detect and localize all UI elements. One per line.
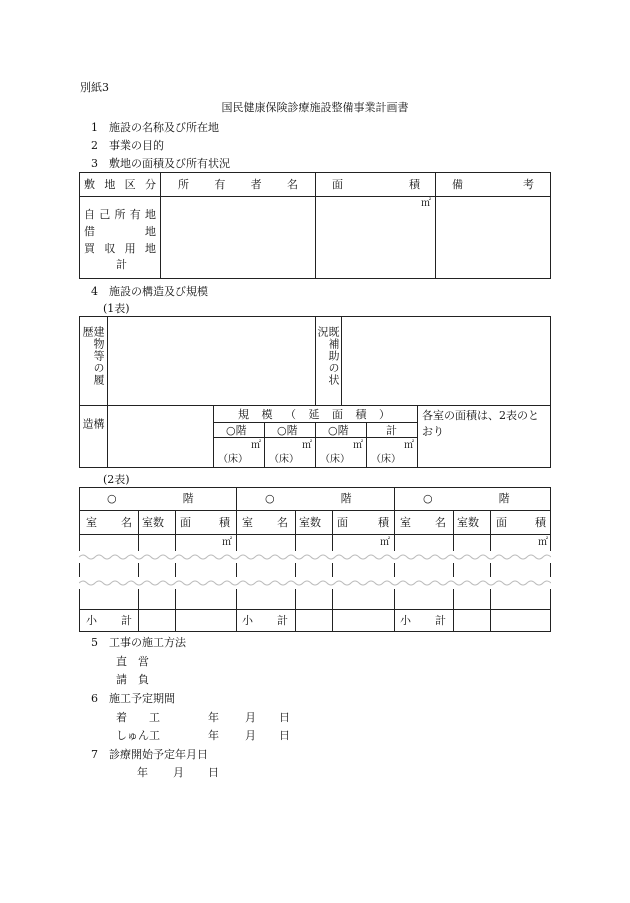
room-area-note: 各室の面積は、2表のとおり <box>422 409 539 438</box>
col-room-count: 室数 <box>142 516 164 529</box>
floor-note: （床） <box>371 454 401 465</box>
document-title: 国民健康保険診療施設整備事業計画書 <box>221 101 409 114</box>
service-start-month: 月 <box>173 766 184 779</box>
structure-label: 構造 <box>81 418 105 443</box>
form-id: 別紙3 <box>80 81 109 94</box>
floor-note: （床） <box>269 454 299 465</box>
col-room-count: 室数 <box>457 516 479 529</box>
service-start-year: 年 <box>137 766 148 779</box>
area-unit: ㎡ <box>222 537 232 548</box>
area-unit: ㎡ <box>404 440 414 451</box>
col-room-name: 室 名 <box>242 516 288 529</box>
table-2-label: (2表) <box>103 473 130 486</box>
row-owned-land: 自 己 所 有 地 <box>84 208 156 221</box>
start-day: 日 <box>279 711 290 724</box>
floor-heading: ○ 階 <box>107 492 194 505</box>
completion-label: しゅん工 <box>116 729 160 742</box>
floor-heading: ○ 階 <box>265 492 352 505</box>
col-area: 面 積 <box>496 516 546 529</box>
floor-header-total: 計 <box>386 424 397 437</box>
area-unit: ㎡ <box>421 198 431 209</box>
header-land-category: 敷 地 区 分 <box>84 178 156 191</box>
section-7-heading: 7 診療開始予定年月日 <box>91 748 208 761</box>
area-unit: ㎡ <box>353 440 363 451</box>
start-year: 年 <box>208 711 219 724</box>
start-label: 着 工 <box>116 711 160 724</box>
method-direct: 直 営 <box>116 655 149 668</box>
subtotal-label: 小 計 <box>242 614 288 627</box>
completion-year: 年 <box>208 729 219 742</box>
completion-month: 月 <box>245 729 256 742</box>
row-total: 計 <box>116 258 127 271</box>
header-area: 面 積 <box>332 178 420 191</box>
omission-break <box>79 577 551 589</box>
col-area: 面 積 <box>180 516 230 529</box>
floor-header-2: ○階 <box>277 424 298 437</box>
table-1-label: (1表) <box>103 302 130 315</box>
section-4-heading: 4 施設の構造及び規模 <box>91 285 208 298</box>
row-leased-land: 借 地 <box>84 225 156 238</box>
col-room-name: 室 名 <box>400 516 446 529</box>
section-6-heading: 6 施工予定期間 <box>91 692 175 705</box>
floor-note: （床） <box>218 454 248 465</box>
completion-day: 日 <box>279 729 290 742</box>
floor-note: （床） <box>320 454 350 465</box>
floor-header-1: ○階 <box>226 424 247 437</box>
building-history-label: 建物等の履歴 <box>81 326 105 386</box>
scale-total-floor-area-header: 規 模 （ 延 面 積 ） <box>238 408 390 421</box>
area-unit: ㎡ <box>380 537 390 548</box>
section-5-heading: 5 工事の施工方法 <box>91 636 186 649</box>
row-purchased-land: 買 収 用 地 <box>84 242 156 255</box>
area-unit: ㎡ <box>251 440 261 451</box>
col-room-name: 室 名 <box>86 516 132 529</box>
floor-header-3: ○階 <box>328 424 349 437</box>
section-1-heading: 1 施設の名称及び所在地 <box>91 121 219 134</box>
service-start-day: 日 <box>208 766 219 779</box>
area-unit: ㎡ <box>302 440 312 451</box>
section-2-heading: 2 事業の目的 <box>91 139 164 152</box>
subtotal-label: 小 計 <box>400 614 446 627</box>
header-owner-name: 所 有 者 名 <box>178 178 298 191</box>
start-month: 月 <box>245 711 256 724</box>
col-area: 面 積 <box>337 516 389 529</box>
col-room-count: 室数 <box>299 516 321 529</box>
method-contract: 請 負 <box>116 673 149 686</box>
section-3-heading: 3 敷地の面積及び所有状況 <box>91 157 230 170</box>
header-remarks: 備 考 <box>452 178 534 191</box>
subsidy-status-label: 既補助の状況 <box>316 326 340 386</box>
area-unit: ㎡ <box>538 537 548 548</box>
subtotal-label: 小 計 <box>86 614 132 627</box>
floor-heading: ○ 階 <box>423 492 510 505</box>
omission-break <box>79 551 551 563</box>
